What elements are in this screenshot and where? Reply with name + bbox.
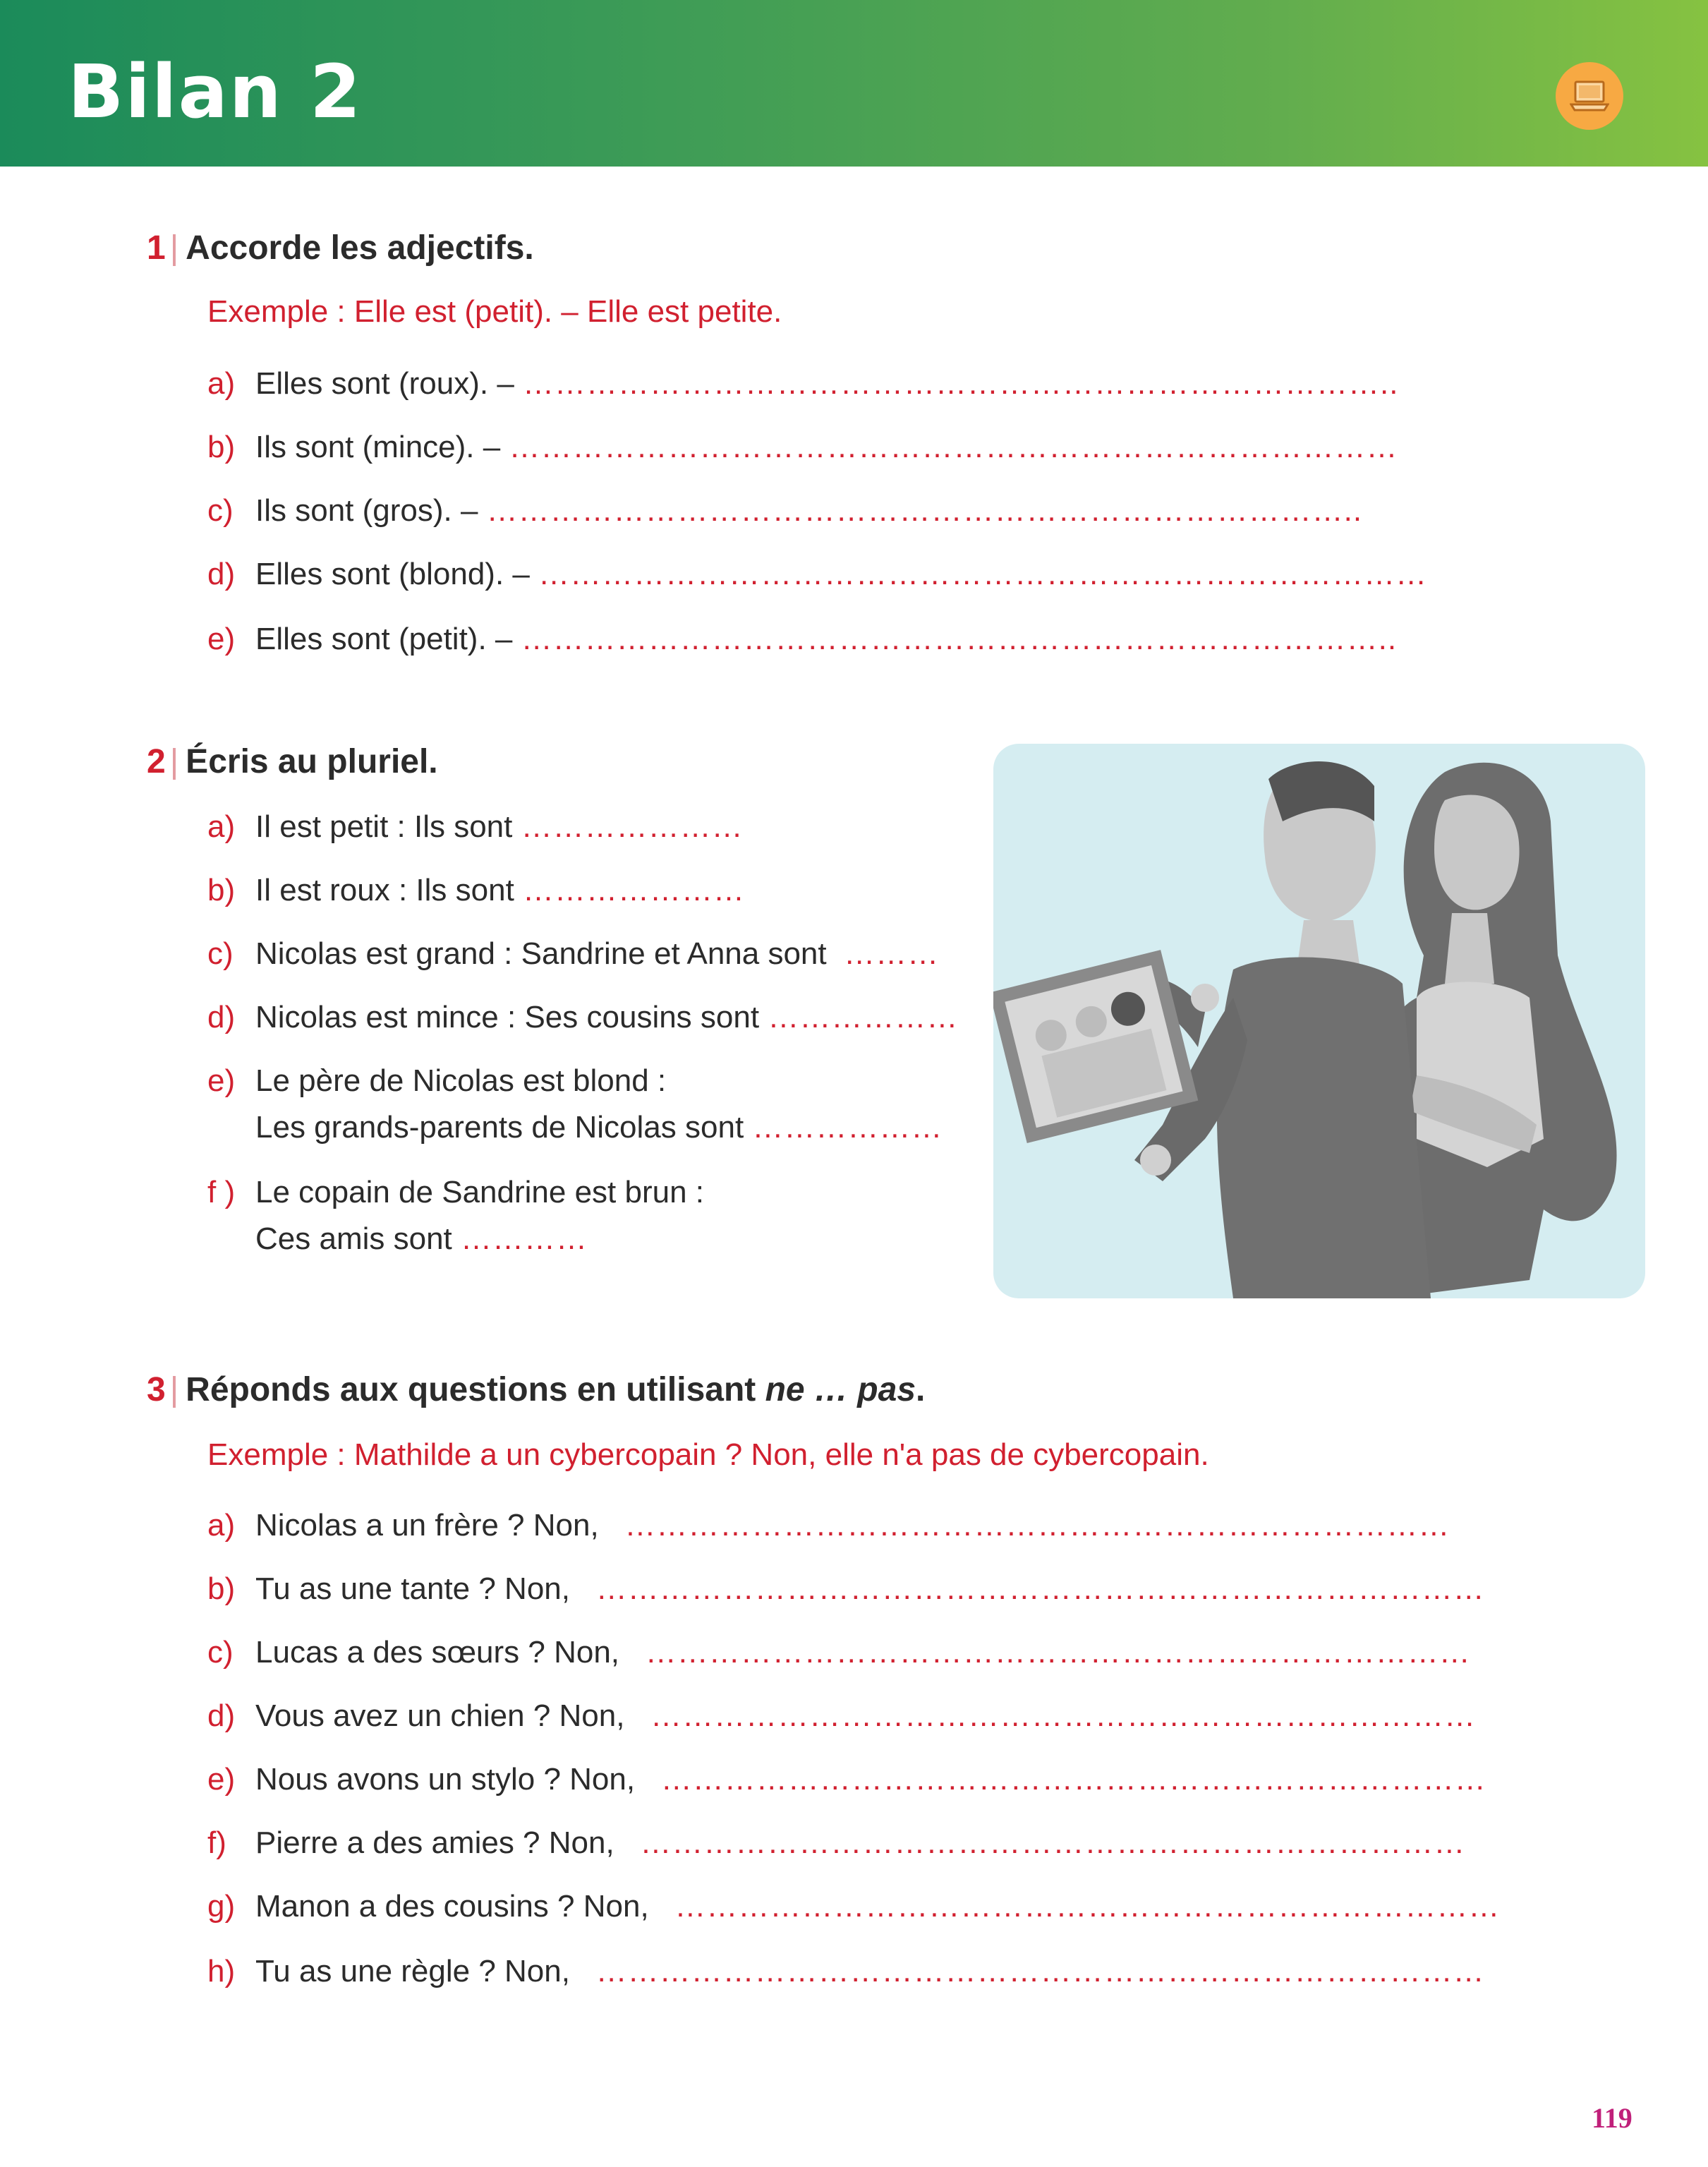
item-text: Elles sont (blond). – (255, 557, 530, 591)
item-text: Elles sont (petit). – (255, 622, 513, 656)
item-label: c) (207, 1635, 234, 1670)
item-label: a) (207, 1508, 236, 1543)
answer-blank[interactable]: ……… (844, 936, 940, 971)
exercise-number: 1 (147, 229, 166, 267)
answer-blank[interactable]: ……………… (768, 1000, 959, 1034)
exercise-2-item-a (207, 811, 744, 843)
item-text: Le copain de Sandrine est brun : (255, 1175, 705, 1209)
exercise-3-title: 3 | Réponds aux questions en utilisant ne … pas. (147, 1371, 926, 1408)
exercise-2-title: 2 | Écris au pluriel. (147, 743, 438, 780)
answer-blank[interactable]: …………………………………………………………………… (674, 1889, 1501, 1924)
answer-blank[interactable]: ………………………………………………………………………… (509, 430, 1398, 464)
answer-blank[interactable]: ……………………………………………………………………….. (486, 493, 1363, 528)
exercise-number: 2 (147, 743, 166, 780)
answer-blank[interactable]: …………………………………………………………………… (624, 1508, 1450, 1543)
item-text: Ces amis sont (255, 1221, 452, 1256)
item-label: c) (207, 493, 234, 528)
item-text: Le père de Nicolas est blond : (255, 1063, 667, 1098)
exercise-2-item-e-line2 (255, 1112, 943, 1143)
computer-icon[interactable] (1556, 62, 1623, 130)
exercise-2-item-c (207, 938, 939, 970)
item-text: Lucas a des sœurs ? Non, (255, 1635, 620, 1670)
exercise-3-item-g (207, 1891, 1500, 1922)
exercise-2-item-e (207, 1063, 667, 1098)
item-text: Il est roux : Ils sont (255, 873, 514, 907)
answer-blank[interactable]: …………………………………………………………………… (650, 1698, 1477, 1733)
exercise-number: 3 (147, 1371, 166, 1408)
exercise-2-item-f (207, 1177, 704, 1208)
answer-blank[interactable]: …………………………………………………………………… (640, 1825, 1466, 1860)
answer-blank[interactable]: ………………… (521, 809, 744, 844)
item-label: e) (207, 1762, 236, 1797)
item-text: Nous avons un stylo ? Non, (255, 1762, 636, 1797)
exercise-3-item-h (207, 1956, 1485, 1987)
exercise-3-example: Exemple : Mathilde a un cybercopain ? Non, elle n'a pas de cybercopain. (207, 1437, 1209, 1472)
item-text: Ils sont (gros). – (255, 493, 478, 528)
answer-blank[interactable]: ………………………………………………………………………… (595, 1571, 1485, 1606)
exercise-instruction (186, 1371, 925, 1408)
item-text: Tu as une règle ? Non, (255, 1954, 570, 1988)
instruction-end: . (916, 1371, 926, 1408)
item-text: Tu as une tante ? Non, (255, 1571, 570, 1606)
item-text: Les grands-parents de Nicolas sont (255, 1110, 744, 1145)
answer-blank[interactable]: ……………………………………………………………………….. (523, 366, 1399, 401)
header-banner (0, 0, 1708, 167)
item-label: b) (207, 430, 236, 464)
exercise-1-item-d (207, 559, 1427, 590)
item-text: Manon a des cousins ? Non, (255, 1889, 649, 1924)
exercise-1-item-b (207, 432, 1398, 463)
item-label: d) (207, 1000, 236, 1034)
instruction-text: Réponds aux questions en utilisant (186, 1371, 765, 1408)
item-label: e) (207, 1063, 236, 1098)
page-number: 119 (1592, 2102, 1633, 2134)
answer-blank[interactable]: ………… (461, 1221, 588, 1256)
item-label: b) (207, 873, 236, 907)
item-text: Vous avez un chien ? Non, (255, 1698, 625, 1733)
exercise-3-item-f (207, 1825, 1466, 1860)
item-text: Ils sont (mince). – (255, 430, 501, 464)
item-label: e) (207, 622, 236, 656)
exercise-1-example: Exemple : Elle est (petit). – Elle est petite. (207, 294, 782, 329)
answer-blank[interactable]: ……………………………………………………………………….. (521, 622, 1398, 656)
exercise-3-item-e (207, 1764, 1486, 1795)
item-text: Nicolas a un frère ? Non, (255, 1508, 599, 1543)
item-label: h) (207, 1954, 236, 1988)
item-text: Pierre a des amies ? Non, (255, 1825, 614, 1860)
exercise-2-item-b (207, 875, 745, 906)
item-text: Elles sont (roux). – (255, 366, 514, 401)
exercise-1-item-e (207, 624, 1397, 655)
answer-blank[interactable]: ………………………………………………………………………… (595, 1954, 1485, 1988)
answer-blank[interactable]: ………………………………………………………………………… (538, 557, 1428, 591)
exercise-3-item-c (207, 1637, 1471, 1668)
exercise-instruction: Accorde les adjectifs. (186, 229, 534, 267)
exercise-1-item-c (207, 495, 1362, 526)
exercise-2-item-d (207, 1002, 958, 1033)
item-label: g) (207, 1889, 236, 1924)
item-label: d) (207, 557, 236, 591)
item-label: a) (207, 809, 236, 844)
item-text: Nicolas est grand : Sandrine et Anna sont (255, 936, 827, 971)
exercise-3-item-d (207, 1698, 1477, 1733)
item-label: a) (207, 366, 236, 401)
item-label: f ) (207, 1175, 236, 1209)
answer-blank[interactable]: ……………… (752, 1110, 943, 1145)
item-text: Il est petit : Ils sont (255, 809, 513, 844)
answer-blank[interactable]: ………………… (523, 873, 746, 907)
exercise-1-title: 1 | Accorde les adjectifs. (147, 229, 534, 267)
illustration-couple-photo (993, 744, 1645, 1298)
exercise-3-item-b (207, 1571, 1485, 1606)
exercise-1-item-a (207, 368, 1399, 399)
item-text: Nicolas est mince : Ses cousins sont (255, 1000, 760, 1034)
answer-blank[interactable]: …………………………………………………………………… (660, 1762, 1486, 1797)
exercise-2-item-f-line2 (255, 1221, 588, 1256)
page-title: Bilan 2 (68, 49, 363, 135)
instruction-emphasis: ne … pas (765, 1371, 916, 1408)
item-label: c) (207, 936, 234, 971)
item-label: b) (207, 1571, 236, 1606)
exercise-3-item-a (207, 1510, 1450, 1541)
item-label: d) (207, 1698, 236, 1733)
item-label: f) (207, 1825, 226, 1860)
exercise-instruction: Écris au pluriel. (186, 743, 438, 780)
answer-blank[interactable]: …………………………………………………………………… (645, 1635, 1471, 1670)
